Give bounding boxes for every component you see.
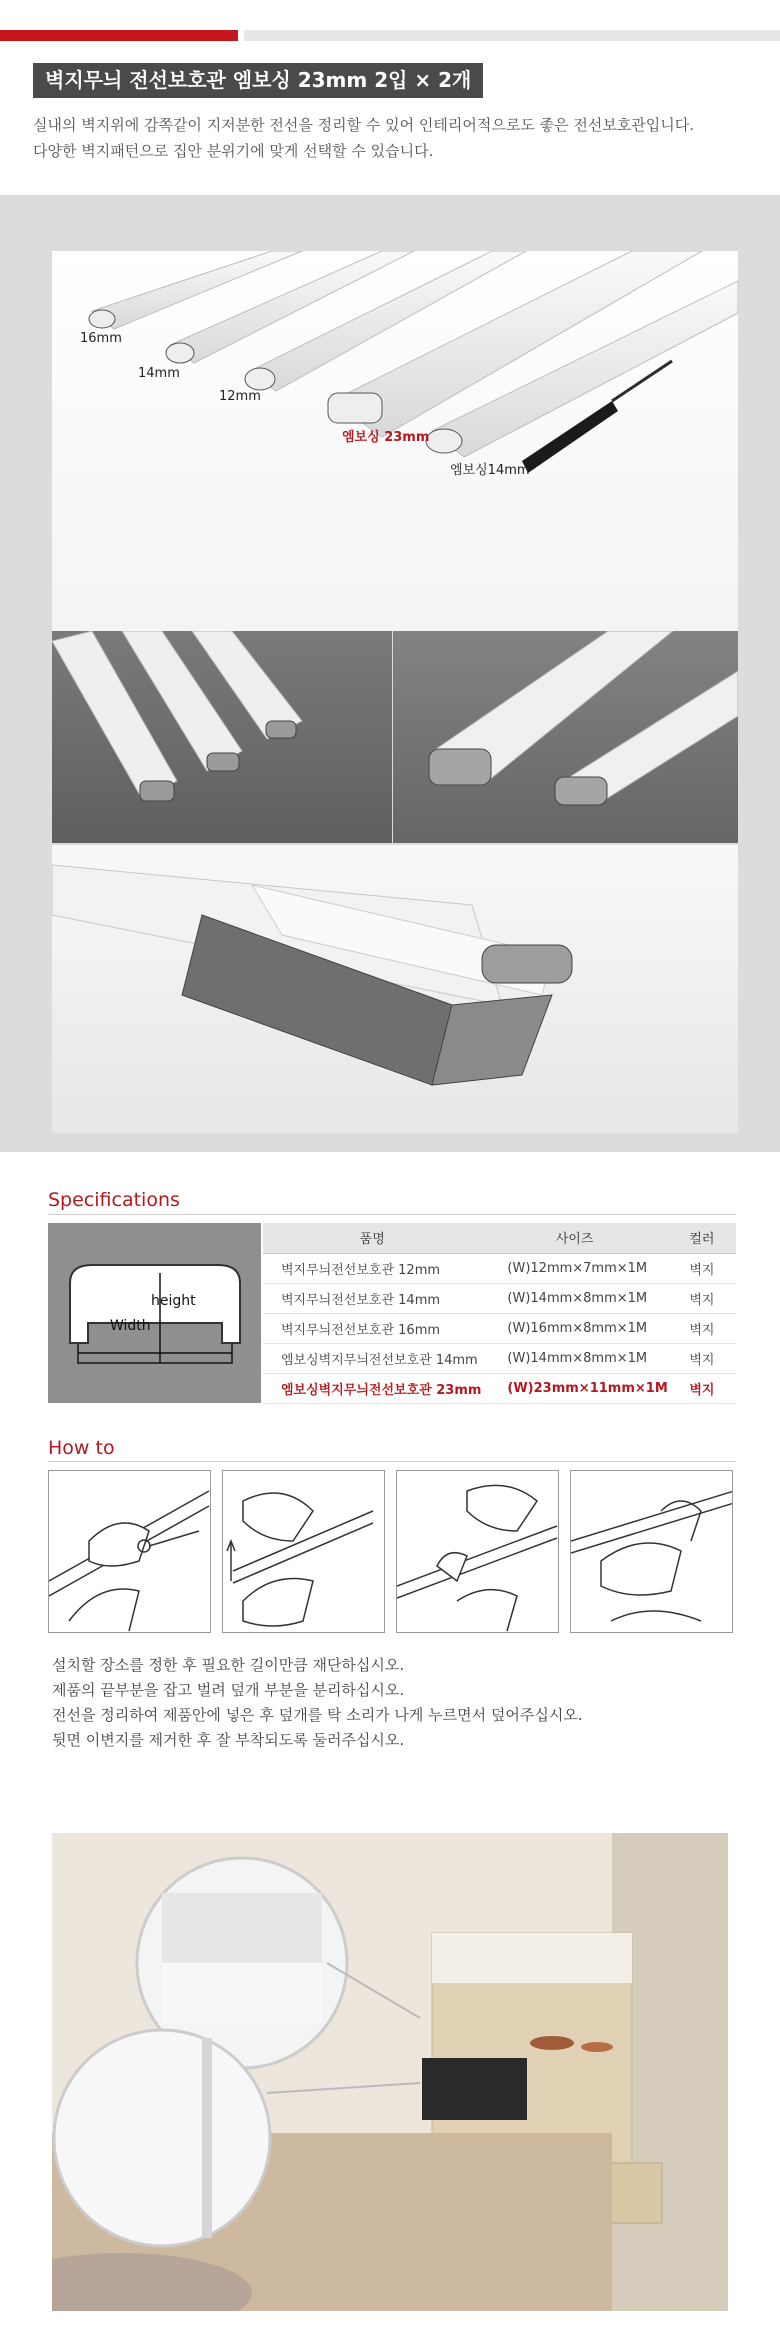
howto-steps [52, 1653, 752, 1753]
living-room-illustration [52, 1833, 728, 2311]
accent-bar [0, 30, 238, 41]
size-label-emboss-23mm: 엠보싱 23mm [342, 430, 430, 445]
howto-step-2-illustration [222, 1470, 385, 1633]
moulding-end-illustration [393, 631, 738, 843]
intro-line: 실내의 벽지위에 감쪽같이 지저분한 전선을 정리할 수 있어 인테리어적으로도 좋은 전선보호관입니다. [33, 116, 695, 134]
closing-illustration [397, 1471, 559, 1633]
section-divider [48, 1461, 736, 1462]
size-label-12mm: 12mm [219, 389, 261, 404]
size-label-emboss-14mm: 엠보싱14mm [450, 463, 530, 478]
howto-step-text: 뒷면 이변지를 제거한 후 잘 부착되도록 둘러주십시오. [52, 1731, 405, 1749]
howto-step-1-illustration [48, 1470, 211, 1633]
open-moulding-illustration [52, 845, 738, 1133]
table-row-highlighted [263, 1373, 736, 1403]
color-cell: 벽지 [668, 1253, 736, 1283]
product-name-cell: 벽지무늬전선보호관 16mm [263, 1313, 481, 1343]
table-row [263, 1283, 736, 1313]
column-header-size: 사이즈 [481, 1223, 667, 1253]
table-row [263, 1343, 736, 1373]
intro-line: 다양한 벽지패턴으로 집안 분위기에 맞게 선택할 수 있습니다. [33, 142, 434, 160]
product-name-cell: 벽지무늬전선보호관 12mm [263, 1253, 481, 1283]
product-intro [33, 112, 753, 164]
howto-step-text: 제품의 끝부분을 잡고 벌려 덮개 부분을 분리하십시오. [52, 1681, 405, 1699]
size-cell: (W)14mm×8mm×1M [481, 1343, 667, 1373]
color-cell: 벽지 [668, 1313, 736, 1343]
table-row [263, 1313, 736, 1343]
size-label-16mm: 16mm [80, 331, 122, 346]
size-cell: (W)16mm×8mm×1M [481, 1313, 667, 1343]
column-header-color: 컬러 [668, 1223, 736, 1253]
color-cell: 벽지 [668, 1343, 736, 1373]
size-cell: (W)14mm×8mm×1M [481, 1283, 667, 1313]
attaching-illustration [571, 1471, 733, 1633]
moulding-closeup-photo-right [393, 631, 738, 843]
height-label: height [151, 1293, 196, 1309]
size-cell: (W)23mm×11mm×1M [481, 1373, 667, 1403]
product-lineup-photo [52, 251, 738, 631]
howto-step-text: 설치할 장소를 정한 후 필요한 길이만큼 재단하십시오. [52, 1656, 405, 1674]
moulding-open-photo [52, 845, 738, 1133]
section-divider [48, 1214, 736, 1215]
cross-section-illustration [48, 1223, 261, 1403]
size-cell: (W)12mm×7mm×1M [481, 1253, 667, 1283]
cross-section-diagram [48, 1223, 261, 1403]
moulding-closeup-photo-left [52, 631, 392, 843]
product-name-cell: 엠보싱벽지무늬전선보호관 14mm [263, 1343, 481, 1373]
width-label: Width [110, 1318, 151, 1334]
color-cell: 벽지 [668, 1373, 736, 1403]
table-row [263, 1253, 736, 1283]
moulding-closeup-illustration [52, 631, 392, 843]
specifications-table [263, 1223, 736, 1404]
product-name-cell: 엠보싱벽지무늬전선보호관 23mm [263, 1373, 481, 1403]
cutting-illustration [49, 1471, 211, 1633]
installation-room-photo [52, 1833, 728, 2311]
howto-heading: How to [48, 1437, 115, 1459]
product-gallery [0, 195, 780, 1152]
howto-step-text: 전선을 정리하여 제품안에 넣은 후 덮개를 탁 소리가 나게 누르면서 덮어주십시오. [52, 1706, 583, 1724]
divider-bar [244, 30, 780, 41]
product-title: 벽지무늬 전선보호관 엠보싱 23mm 2입 × 2개 [33, 63, 483, 98]
howto-step-4-illustration [570, 1470, 733, 1633]
opening-illustration [223, 1471, 385, 1633]
size-label-14mm: 14mm [138, 366, 180, 381]
table-header-row [263, 1223, 736, 1253]
howto-step-3-illustration [396, 1470, 559, 1633]
specifications-heading: Specifications [48, 1189, 180, 1211]
column-header-name: 품명 [263, 1223, 481, 1253]
product-name-cell: 벽지무늬전선보호관 14mm [263, 1283, 481, 1313]
color-cell: 벽지 [668, 1283, 736, 1313]
